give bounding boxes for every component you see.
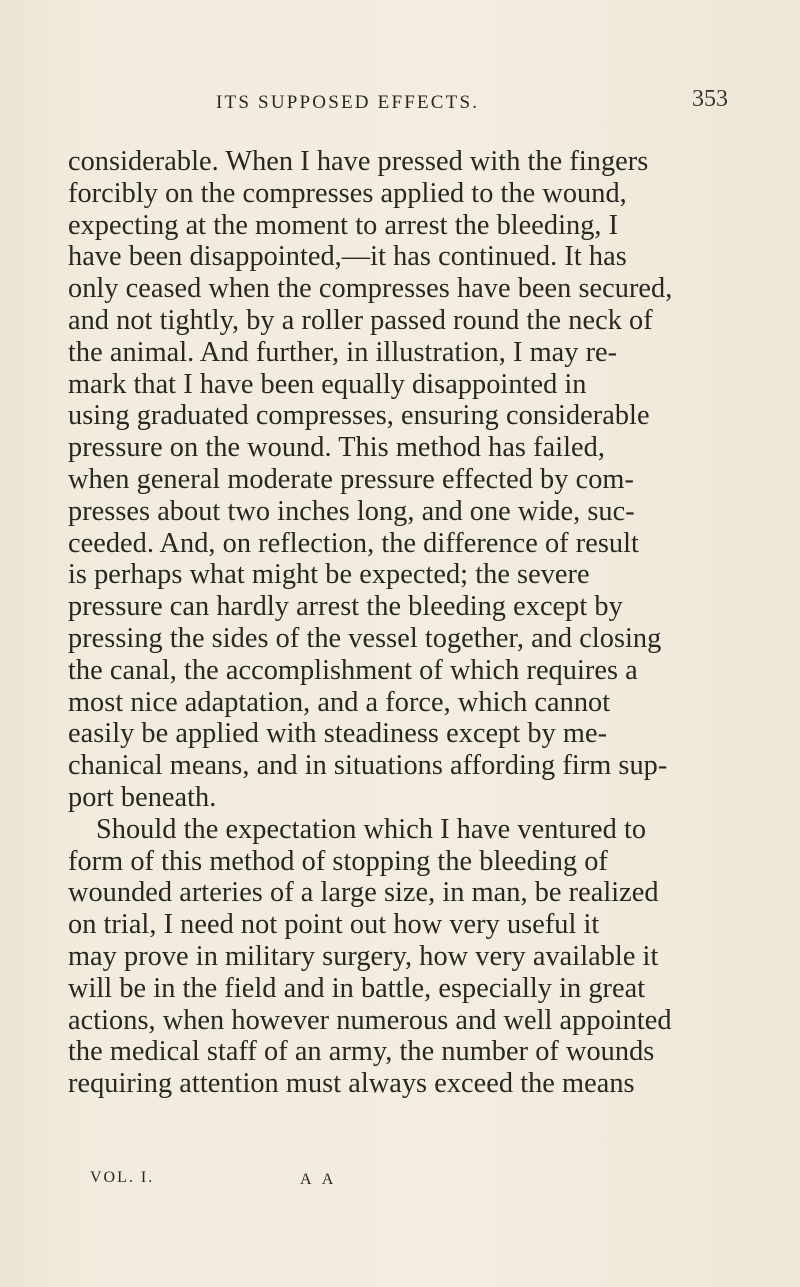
running-title: ITS SUPPOSED EFFECTS. bbox=[216, 92, 480, 113]
paragraph-start-line: Should the expectation which I have ventured to bbox=[96, 813, 647, 845]
text-line: and not tightly, by a roller passed round the neck of bbox=[68, 304, 653, 336]
text-line: considerable. When I have pressed with the fingers bbox=[68, 146, 649, 177]
text-line: forcibly on the compresses applied to the wound, bbox=[68, 177, 627, 209]
text-line: easily be applied with steadiness except by me- bbox=[68, 718, 608, 750]
text-line: the animal. And further, in illustration, I may re- bbox=[68, 336, 618, 368]
text-line: chanical means, and in situations affording firm sup- bbox=[68, 750, 668, 782]
signature-mark: A A bbox=[300, 1171, 338, 1188]
text-line: pressing the sides of the vessel together, and closing bbox=[68, 622, 662, 654]
text-line: ceeded. And, on reflection, the difference of result bbox=[68, 527, 639, 559]
page-number: 353 bbox=[692, 86, 728, 112]
page-footer bbox=[90, 1169, 390, 1197]
text-line: presses about two inches long, and one wide, suc- bbox=[68, 495, 635, 527]
text-line: pressure on the wound. This method has failed, bbox=[68, 432, 605, 464]
text-line: mark that I have been equally disappointed in bbox=[68, 368, 587, 400]
text-line: port beneath. bbox=[68, 781, 217, 813]
text-line: pressure can hardly arrest the bleeding except by bbox=[68, 591, 623, 623]
text-line: requiring attention must always exceed the means bbox=[68, 1068, 635, 1100]
text-line: may prove in military surgery, how very available it bbox=[68, 940, 659, 972]
text-line: only ceased when the compresses have been secured, bbox=[68, 273, 673, 305]
text-line: using graduated compresses, ensuring considerable bbox=[68, 400, 650, 432]
text-line: when general moderate pressure effected by com- bbox=[68, 463, 634, 495]
volume-label: VOL. I. bbox=[90, 1169, 155, 1186]
text-line: the canal, the accomplishment of which requires a bbox=[68, 654, 638, 686]
text-line: expecting at the moment to arrest the bleeding, I bbox=[68, 209, 619, 241]
text-line: is perhaps what might be expected; the severe bbox=[68, 559, 590, 591]
text-line: form of this method of stopping the bleeding of bbox=[68, 845, 608, 877]
text-line: have been disappointed,—it has continued. It has bbox=[68, 241, 627, 273]
text-line: on trial, I need not point out how very useful it bbox=[68, 909, 600, 941]
text-line: most nice adaptation, and a force, which cannot bbox=[68, 686, 611, 718]
text-line: wounded arteries of a large size, in man, be realized bbox=[68, 877, 659, 909]
running-head bbox=[68, 86, 728, 132]
body-text bbox=[68, 146, 730, 1100]
text-line: will be in the field and in battle, especially in great bbox=[68, 972, 646, 1004]
text-line: actions, when however numerous and well appointed bbox=[68, 1004, 672, 1036]
text-line: the medical staff of an army, the number of wounds bbox=[68, 1036, 655, 1068]
